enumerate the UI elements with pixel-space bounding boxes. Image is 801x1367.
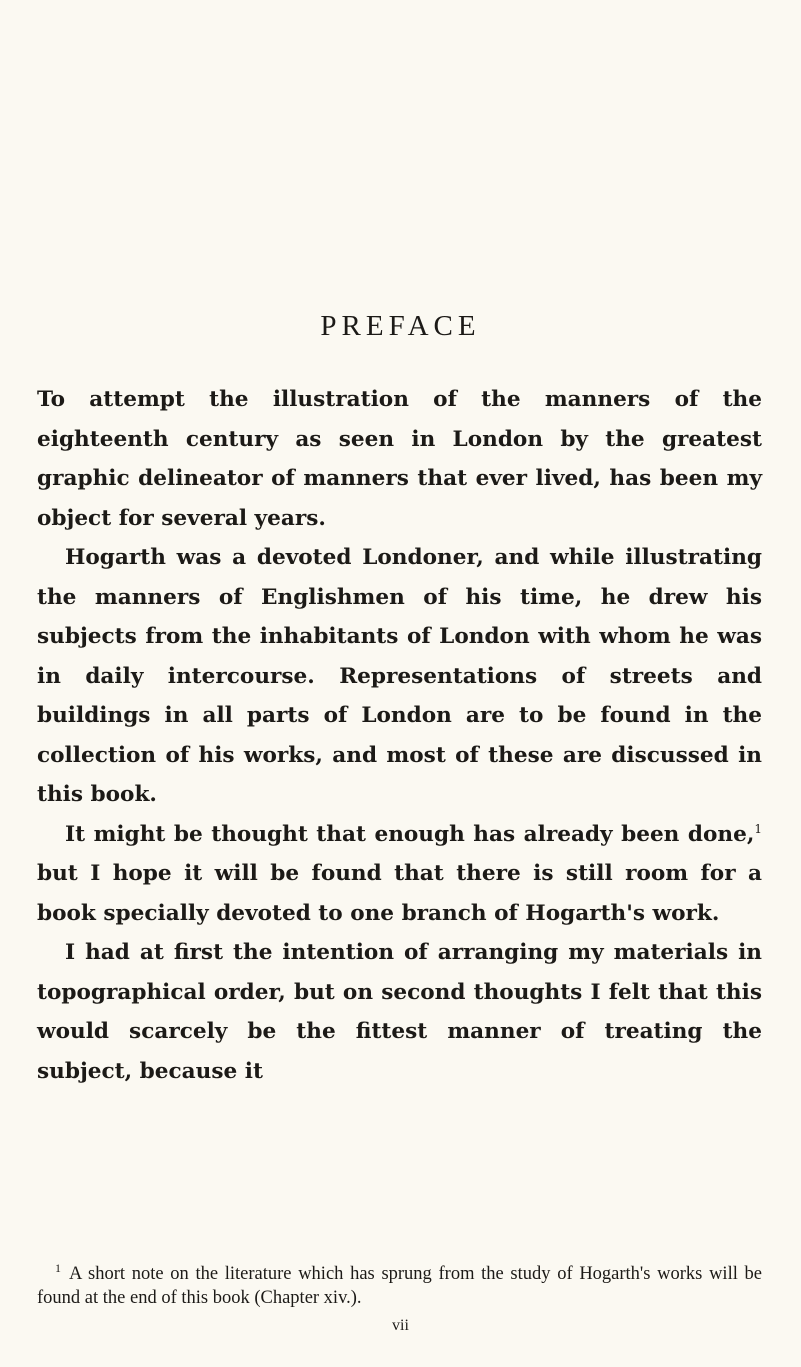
paragraph-2: Hogarth was a devoted Londoner, and while illustrating the manners of Englishmen of his time, he drew his subjects from the inhabitants of London with whom he was in daily intercourse. Representations of streets and buildings in all parts of London are to be found in the collection of his works, and most of these are discussed in this book. [37, 545, 762, 807]
paragraph-4: I had at first the intention of arranging my materials in topographical order, but on second thoughts I felt that this would scarcely be the fittest manner of treating the subject, because it [37, 940, 762, 1084]
footnote-number: 1 [55, 1260, 61, 1275]
paragraph-3 [37, 815, 762, 934]
paragraph-3-text-start: It might be thought that enough has already been done, [65, 821, 755, 847]
footnote [37, 1262, 762, 1310]
paragraph-1: To attempt the illustration of the manners of the eighteenth century as seen in London by the greatest graphic delineator of manners that ever lived, has been my object for several years. [37, 387, 762, 531]
page-number: vii [392, 1317, 409, 1334]
body-text [37, 380, 762, 1091]
footnote-text: A short note on the literature which has sprung from the study of Hogarth's works will be found at the end of this book (Chapter xiv.). [37, 1264, 762, 1308]
paragraph-3-text-end: but I hope it will be found that there is still room for a book specially devoted to one branch of Hogarth's work. [37, 861, 762, 926]
footnote-reference: 1 [754, 821, 762, 836]
page-title: PREFACE [320, 310, 481, 342]
